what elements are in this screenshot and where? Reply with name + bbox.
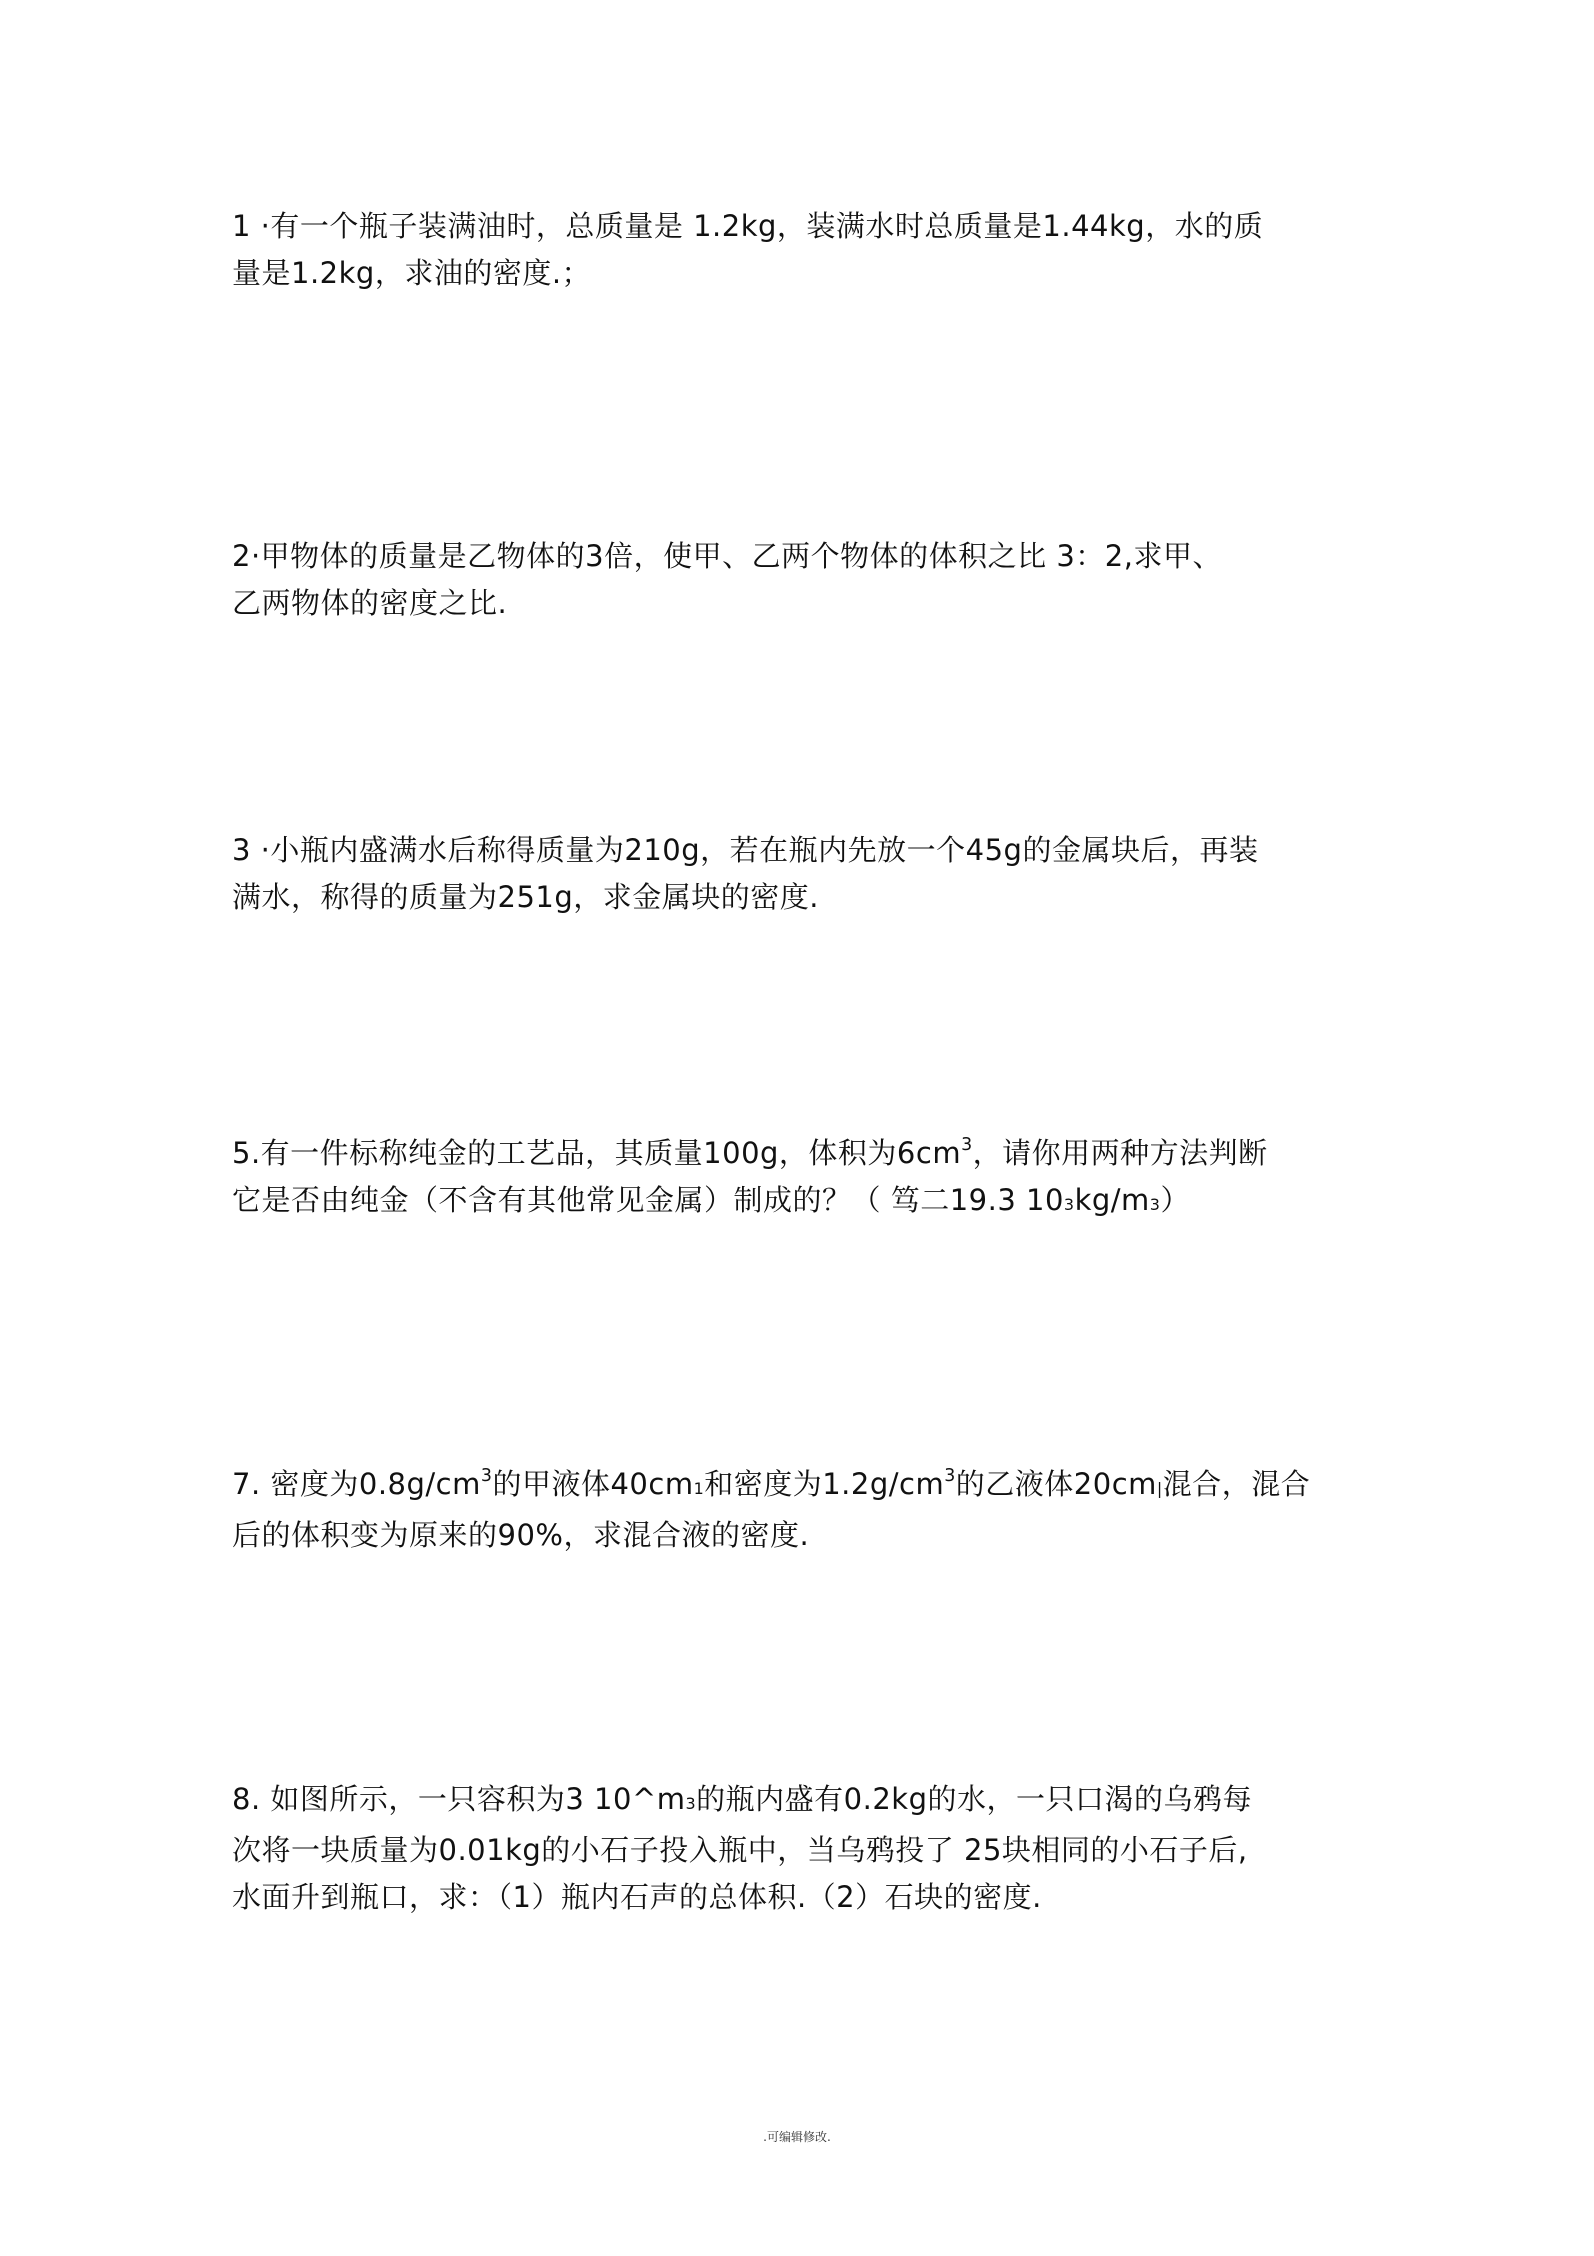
problem-7-line-1	[232, 1461, 1332, 1512]
superscript-3: 3	[944, 1466, 956, 1487]
problem-5-text-e: ）	[1160, 1183, 1190, 1217]
superscript-3: 3	[961, 1135, 973, 1156]
problem-5-line-1	[232, 1130, 1332, 1177]
problem-7	[232, 1461, 1332, 1559]
problem-1	[232, 203, 1332, 297]
problem-1-line-2: 量是1.2kg，求油的密度.；	[232, 256, 592, 290]
problem-2-line-2: 乙两物体的密度之比.	[232, 586, 508, 620]
problem-2-line-1: 2·甲物体的质量是乙物体的3倍，使甲、乙两个物体的体积之比 3：2,求甲、	[232, 539, 1222, 573]
problem-7-text-a: 7. 密度为0.8g/cm	[232, 1467, 481, 1501]
tiny-exponent: 3	[1063, 1195, 1075, 1214]
problem-5-text-c: 它是否由纯金（不含有其他常见金属）制成的？（ 笃二19.3 10	[232, 1183, 1064, 1217]
problem-3-line-2: 满水，称得的质量为251g，求金属块的密度.	[232, 880, 819, 914]
problem-1-line-1: 1 ·有一个瓶子装满油时，总质量是 1.2kg，装满水时总质量是1.44kg，水的质	[232, 209, 1264, 243]
problem-7-text-d: 的乙液体20cm	[955, 1467, 1157, 1501]
problem-8-text-a: 8. 如图所示，一只容积为3 10^m	[232, 1782, 686, 1816]
tiny-exponent: 1	[693, 1479, 705, 1498]
page-footer: .可编辑修改.	[763, 2130, 831, 2144]
problem-7-text-c: 和密度为1.2g/cm	[704, 1467, 945, 1501]
tiny-exponent: 3	[685, 1794, 697, 1813]
superscript-3: 3	[480, 1466, 493, 1487]
problem-2	[232, 533, 1332, 627]
problem-7-line-2: 后的体积变为原来的90%，求混合液的密度.	[232, 1518, 810, 1552]
problem-5-text-b: ，请你用两种方法判断	[972, 1136, 1268, 1170]
problem-8-line-1	[232, 1776, 1332, 1827]
problem-5-line-2	[232, 1177, 1332, 1228]
problem-7-text-e: 混合，混合	[1162, 1467, 1311, 1501]
tiny-exponent: 3	[1149, 1195, 1161, 1214]
problem-5-text-d: kg/m	[1074, 1183, 1150, 1217]
problem-3-line-1: 3 ·小瓶内盛满水后称得质量为210g，若在瓶内先放一个45g的金属块后，再装	[232, 833, 1259, 867]
problem-3	[232, 827, 1332, 921]
tiny-exponent: |	[1156, 1479, 1163, 1498]
problem-5-text-a: 5.有一件标称纯金的工艺品，其质量100g，体积为6cm	[232, 1136, 962, 1170]
problem-8-text-b: 的瓶内盛有0.2kg的水，一只口渴的乌鸦每	[696, 1782, 1252, 1816]
problem-8-line-2: 次将一块质量为0.01kg的小石子投入瓶中，当乌鸦投了 25块相同的小石子后,	[232, 1833, 1248, 1867]
problem-5	[232, 1130, 1332, 1228]
problem-7-text-b: 的甲液体40cm	[492, 1467, 694, 1501]
problem-8	[232, 1776, 1332, 1921]
problem-8-line-3: 水面升到瓶口，求：（1）瓶内石声的总体积.（2）石块的密度.	[232, 1880, 1042, 1914]
